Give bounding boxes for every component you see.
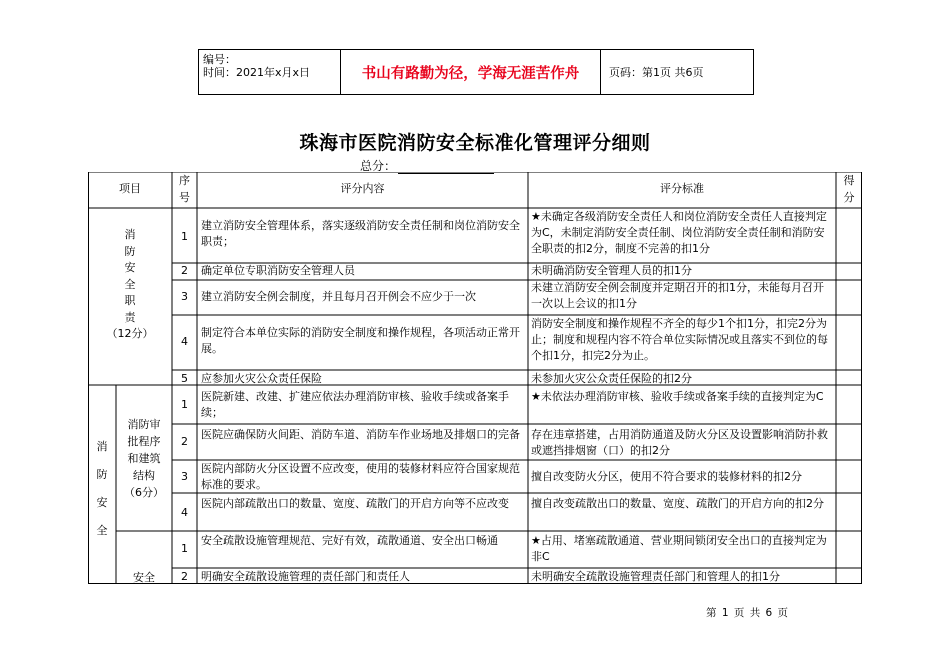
row-content: 医院应确保防火间距、消防车道、消防车作业场地及排烟口的完备 [201, 428, 520, 441]
row-standard: ★未确定各级消防安全责任人和岗位消防安全责任人直接判定为C，未制定消防安全责任制、岗位消防安全责任制和消防安全职责的扣2分，制度不完善的扣1分 [531, 210, 827, 255]
row-standard: 未明确消防安全管理人员的扣1分 [531, 264, 692, 277]
row-seq: 2 [181, 435, 188, 448]
row-content: 应参加火灾公众责任保险 [201, 372, 322, 385]
header-meta [199, 50, 341, 94]
row-seq: 1 [181, 398, 188, 411]
header-standard: 评分标准 [660, 182, 704, 195]
subgroup-approval-structure: 消防审 批程序 和建筑 结构 （6分） [124, 418, 164, 499]
footer-page-number: 第 1 页 共 6 页 [706, 607, 790, 619]
row-content: 明确安全疏散设施管理的责任部门和责任人 [201, 570, 410, 583]
row-seq: 4 [181, 506, 188, 519]
header-score: 得 分 [843, 174, 855, 204]
subgroup-safety: 安全 [133, 571, 155, 584]
row-seq: 4 [181, 335, 188, 348]
row-seq: 3 [181, 290, 188, 303]
time-label: 时间：2021年x月x日 [203, 66, 311, 79]
row-seq: 2 [181, 570, 188, 583]
row-standard: 未建立消防安全例会制度并定期召开的扣1分，未能每月召开一次以上会议的扣1分 [531, 281, 824, 310]
row-seq: 1 [181, 542, 188, 555]
document-header [198, 49, 754, 95]
row-content: 建立消防安全管理体系，落实逐级消防安全责任制和岗位消防安全职责； [201, 219, 520, 248]
row-standard: 擅自改变防火分区，使用不符合要求的装修材料的扣2分 [531, 470, 802, 483]
row-content: 医院内部防火分区设置不应改变，使用的装修材料应符合国家规范标准的要求。 [201, 462, 520, 491]
header-motto: 书山有路勤为径，学海无涯苦作舟 [341, 50, 601, 94]
row-seq: 3 [181, 470, 188, 483]
row-standard: ★未依法办理消防审核、验收手续或备案手续的直接判定为C [531, 390, 824, 403]
row-standard: 未参加火灾公众责任保险的扣2分 [531, 372, 692, 385]
row-content: 医院新建、改建、扩建应依法办理消防审核、验收手续或备案手续； [201, 390, 509, 419]
row-content: 医院内部疏散出口的数量、宽度、疏散门的开启方向等不应改变 [201, 497, 509, 510]
total-label: 总分： [360, 159, 397, 173]
number-label: 编号： [203, 53, 236, 66]
group-fire-safety: 消 防 安 全 [96, 440, 108, 537]
row-content: 制定符合本单位实际的消防安全制度和操作规程，各项活动正常开展。 [201, 326, 520, 355]
row-standard: 消防安全制度和操作规程不齐全的每少1个扣1分，扣完2分为止；制度和规程内容不符合单位实际情况或且落实不到位的每个扣1分，扣完2分为止。 [531, 317, 828, 362]
group-fire-safety-duty: 消 防 安 全 职 责 （12分） [106, 228, 154, 340]
row-standard: 擅自改变疏散出口的数量、宽度、疏散门的开启方向的扣2分 [531, 497, 824, 510]
header-content: 评分内容 [340, 182, 385, 195]
row-seq: 2 [181, 264, 188, 277]
row-standard: 存在违章搭建，占用消防通道及防火分区及设置影响消防扑救或遮挡排烟窗（口）的扣2分 [531, 428, 828, 457]
header-seq: 序 号 [179, 174, 190, 204]
row-content: 建立消防安全例会制度，并且每月召开例会不应少于一次 [201, 290, 476, 303]
row-content: 确定单位专职消防安全管理人员 [201, 264, 355, 277]
row-standard: ★占用、堵塞疏散通道、营业期间锁闭安全出口的直接判定为非C [531, 534, 827, 563]
header-item: 项目 [119, 182, 141, 195]
header-page-code: 页码：第1页 共6页 [609, 66, 704, 79]
row-seq: 5 [181, 372, 188, 385]
row-standard: 未明确安全疏散设施管理责任部门和管理人的扣1分 [531, 570, 780, 583]
document-title: 珠海市医院消防安全标准化管理评分细则 [299, 132, 651, 154]
row-seq: 1 [181, 230, 188, 243]
row-content: 安全疏散设施管理规范、完好有效，疏散通道、安全出口畅通 [201, 534, 498, 547]
